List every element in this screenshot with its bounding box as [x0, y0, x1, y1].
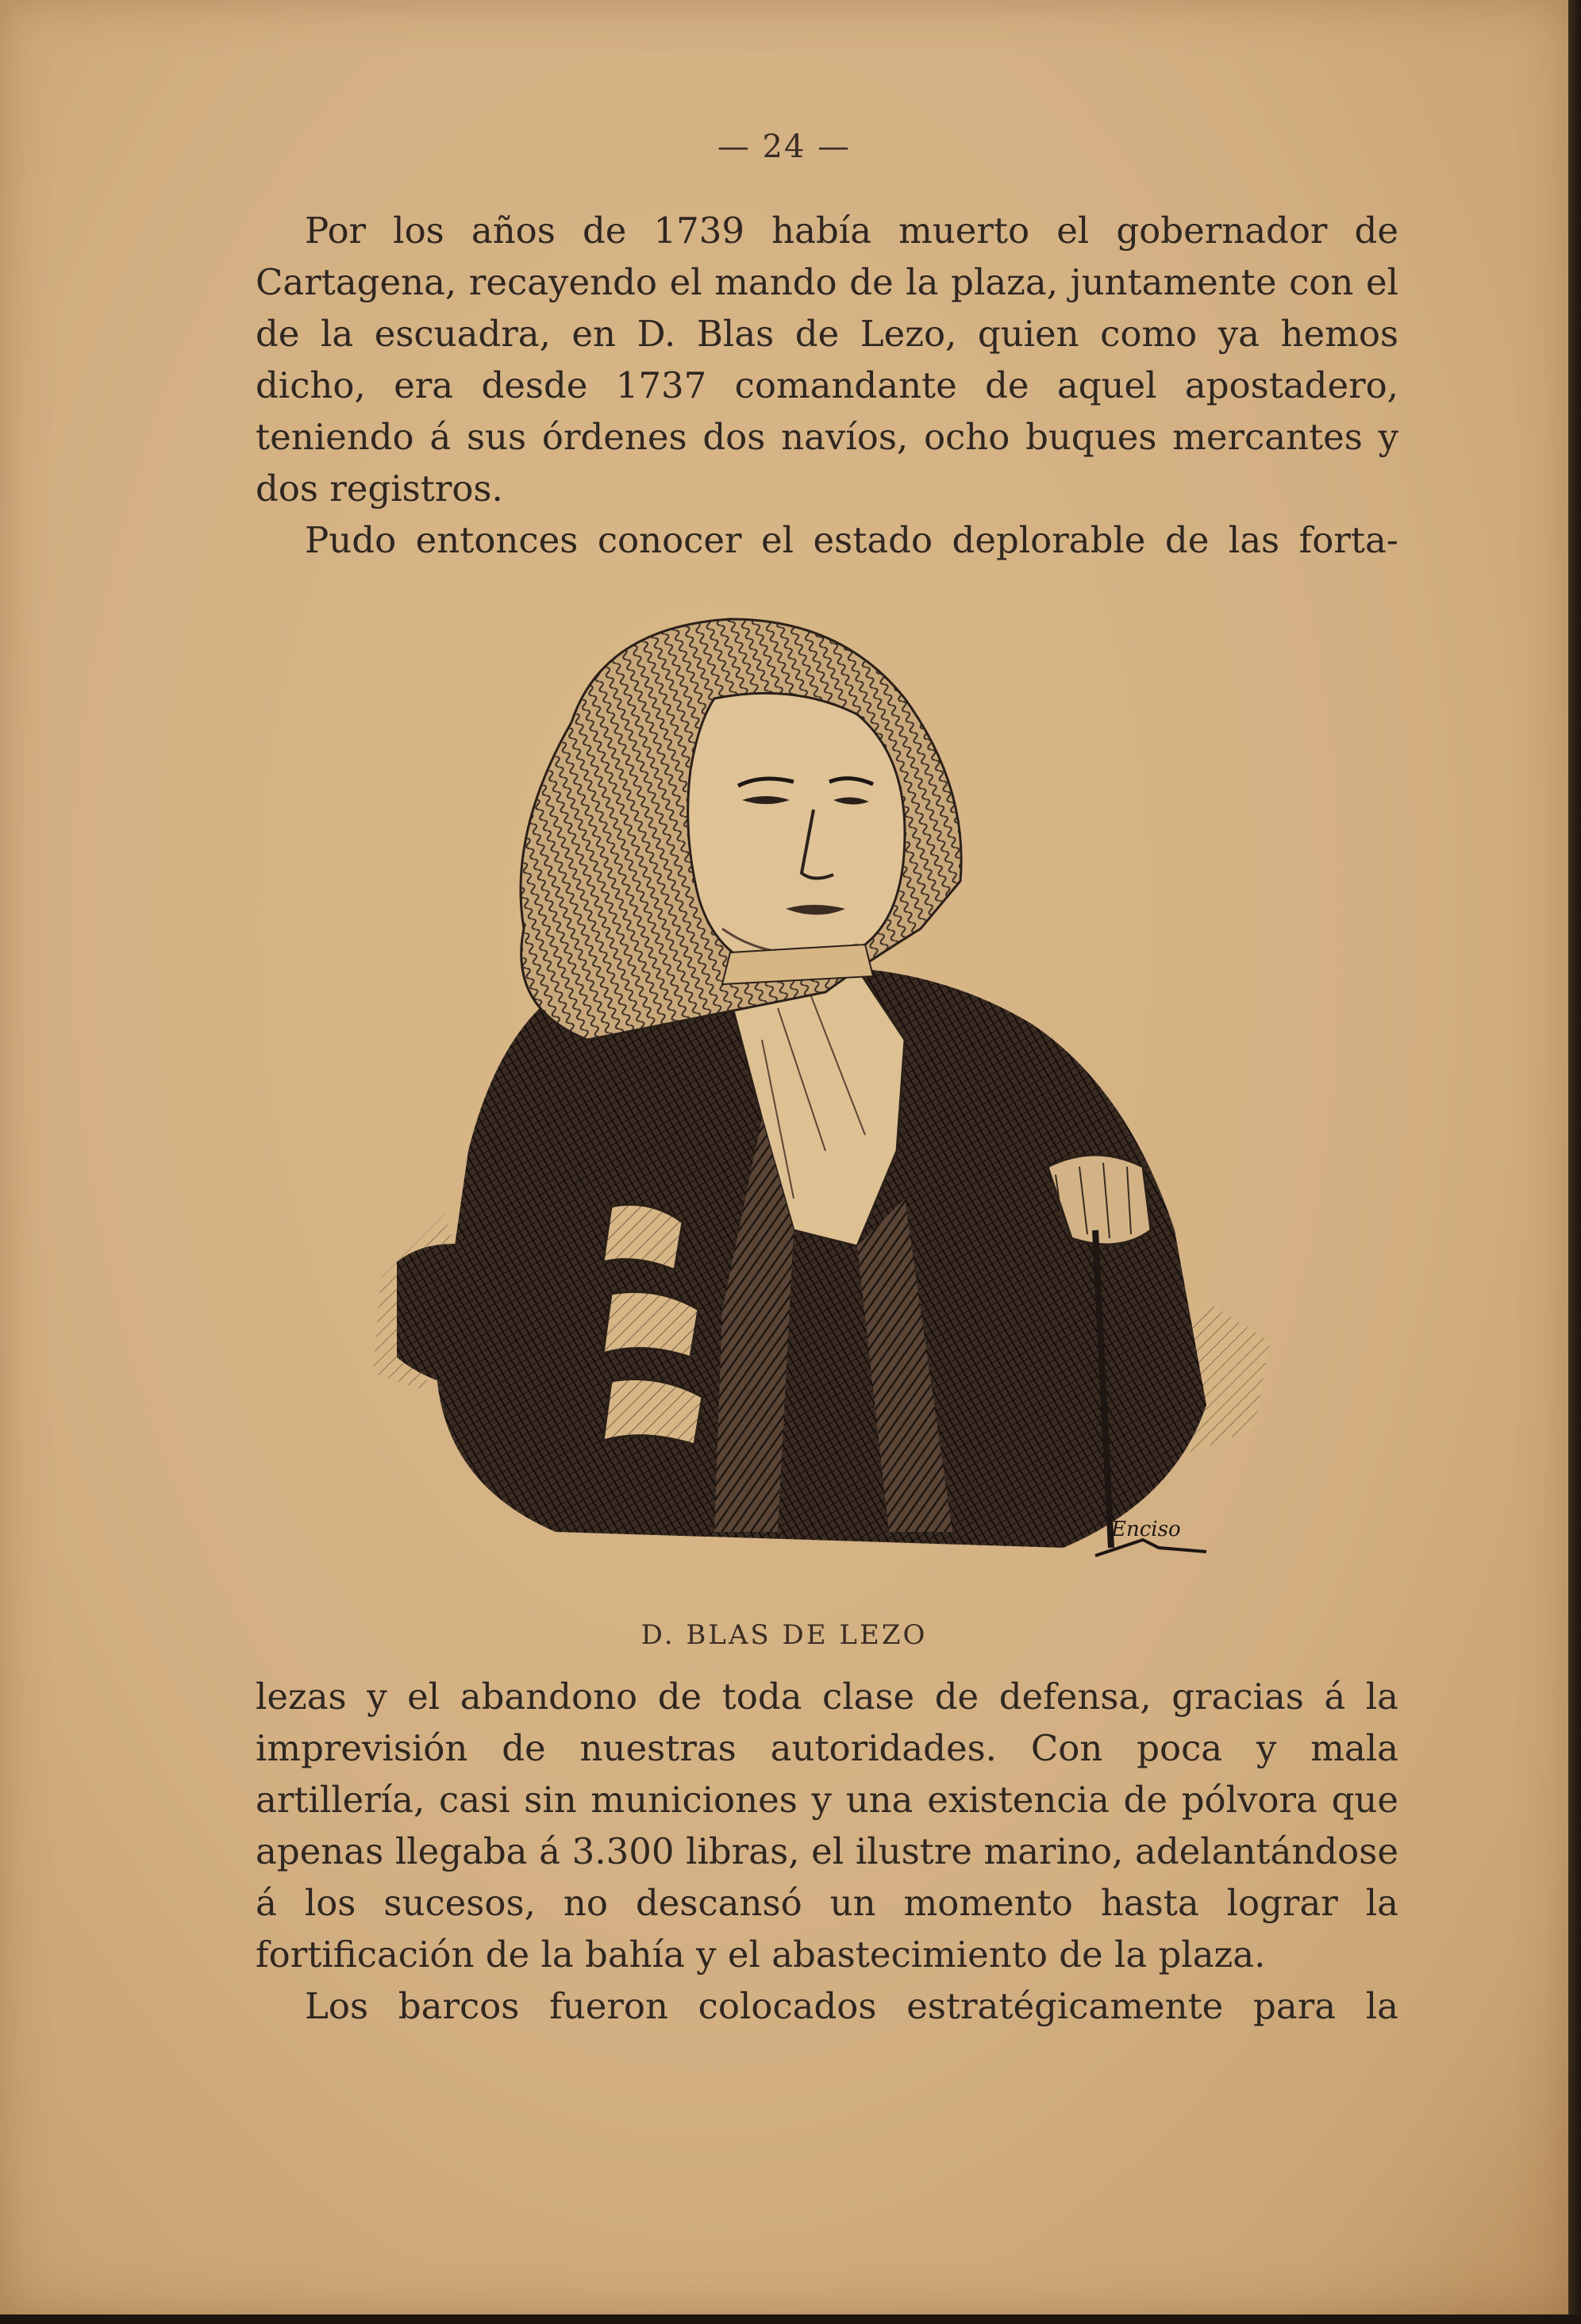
text-block-top — [256, 205, 1398, 566]
page-edge-right — [1568, 0, 1581, 2324]
paragraph: lezas y el abandono de toda clase de defensa, gracias á la imprevisión de nuestras autoridades. Con poca y mala artillería, casi sin municiones y una existencia de pólvora que apenas llegaba á 3.300 libras, el ilustre marino, adelantándose á los sucesos, no descansó un momento hasta lograr la fortificación de la bahía y el abastecimiento de la plaza. — [256, 1676, 1398, 1976]
paragraph: Pudo entonces conocer el estado deplorable de las forta- — [305, 519, 1398, 561]
page-number: — 24 — — [717, 129, 852, 165]
page-edge-bottom — [0, 2314, 1581, 2324]
text-block-bottom — [256, 1671, 1398, 2032]
figure-caption: D. BLAS DE LEZO — [640, 1619, 928, 1651]
paragraph: Por los años de 1739 había muerto el gobernador de Cartagena, recayendo el mando de la plaza, juntamente con el de la escuadra, en D. Blas de Lezo, quien como ya hemos dicho, era desde 1737 comandante de aquel apostadero, teniendo á sus órdenes dos navíos, ocho buques mercantes y dos registros. — [256, 210, 1398, 510]
paragraph: Los barcos fueron colocados estratégicamente para la — [305, 1985, 1398, 2027]
portrait-engraving — [349, 595, 1286, 1611]
artist-signature: Enciso — [1111, 1518, 1181, 1541]
